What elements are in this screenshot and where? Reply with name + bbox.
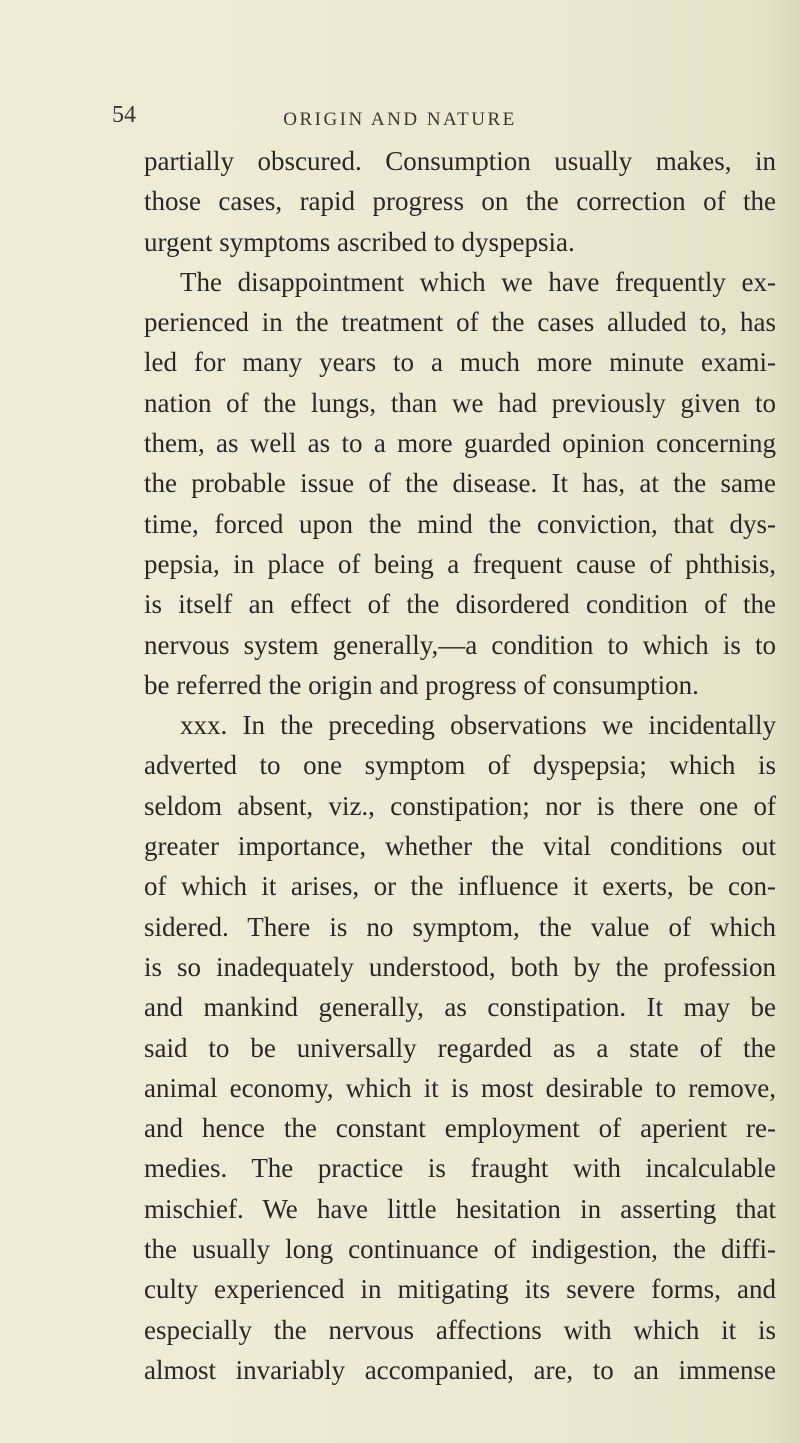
text-line: said to be universally regarded as a state of the [144,1032,776,1063]
text-line: medies. The practice is fraught with incalculable [144,1153,776,1184]
text-line: the probable issue of the disease. It has, at the same [144,468,776,499]
text-line: nation of the lungs, than we had previously given to [144,387,776,418]
text-line: xxx. In the preceding observations we incidentally [180,710,776,741]
text-line: sidered. There is no symptom, the value of which [144,911,776,942]
text-line: especially the nervous affections with which it is [144,1314,776,1345]
text-line: be referred the origin and progress of consumption. [144,669,699,700]
text-line: almost invariably accompanied, are, to an immense [144,1354,776,1385]
running-head: ORIGIN AND NATURE [283,109,517,130]
body-text [144,141,776,1390]
text-line: culty experienced in mitigating its severe forms, and [144,1274,776,1305]
text-line: partially obscured. Consumption usually makes, in [144,146,776,176]
page-number: 54 [112,102,136,128]
text-line: greater importance, whether the vital conditions out [144,831,776,862]
text-line: nervous system generally,—a condition to which is to [144,629,776,660]
text-line: animal economy, which it is most desirable to remove, [144,1072,776,1103]
text-line: mischief. We have little hesitation in asserting that [144,1193,776,1224]
text-line: them, as well as to a more guarded opinion concerning [144,428,776,459]
text-line: and hence the constant employment of aperient re- [144,1113,776,1144]
text-line: seldom absent, viz., constipation; nor is there one of [144,790,776,821]
text-line: time, forced upon the mind the conviction, that dys- [144,508,776,539]
text-line: of which it arises, or the influence it exerts, be con- [144,871,776,902]
text-line: adverted to one symptom of dyspepsia; which is [144,750,776,781]
text-line: is itself an effect of the disordered condition of the [144,589,776,620]
text-line: pepsia, in place of being a frequent cause of phthisis, [144,548,776,579]
text-line: urgent symptoms ascribed to dyspepsia. [144,226,575,257]
text-line: those cases, rapid progress on the correction of the [144,186,776,217]
text-line: The disappointment which we have frequently ex- [180,266,776,297]
text-line: the usually long continuance of indigestion, the diffi- [144,1234,776,1265]
text-line: and mankind generally, as constipation. It may be [144,992,776,1023]
text-line: is so inadequately understood, both by the profession [144,951,776,982]
text-line: perienced in the treatment of the cases alluded to, has [144,307,776,338]
text-line: led for many years to a much more minute exami- [144,347,776,378]
